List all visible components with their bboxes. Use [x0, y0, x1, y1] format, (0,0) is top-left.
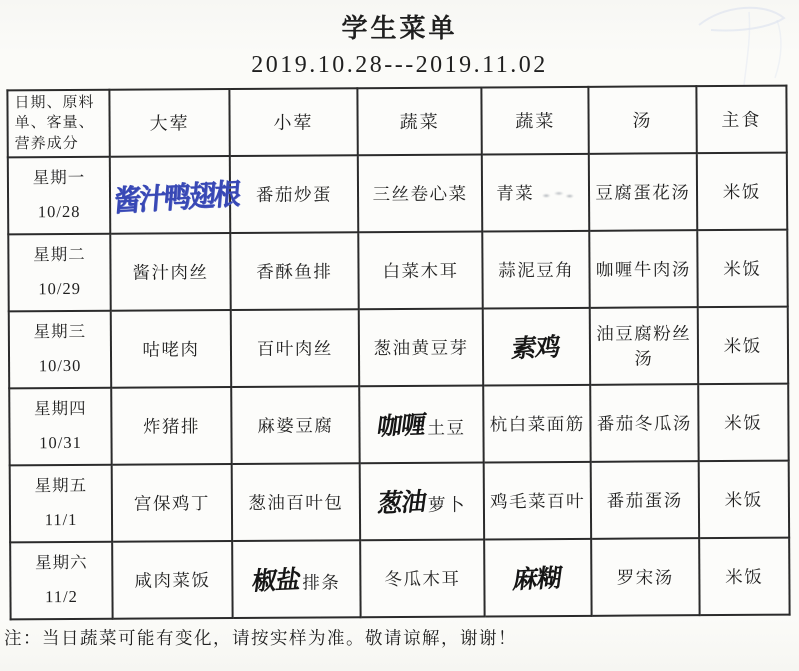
menu-cell: [358, 308, 483, 386]
menu-cell: [483, 308, 590, 386]
menu-cell: [110, 233, 230, 311]
menu-cell: [112, 541, 232, 619]
menu-cell: [482, 154, 589, 232]
column-header: 小荤: [229, 88, 357, 156]
dish-text: 番茄蛋汤: [606, 490, 683, 511]
menu-cell: [698, 460, 789, 538]
column-header: 主食: [696, 86, 787, 153]
column-header: 大荤: [109, 89, 229, 156]
dish-text: 米饭: [723, 258, 762, 279]
menu-row: [10, 537, 789, 619]
menu-row: [8, 152, 787, 234]
dish-text: 香酥鱼排: [256, 261, 333, 282]
dish-text: 萝卜: [427, 494, 467, 516]
menu-cell: [483, 231, 590, 309]
dish-text: 米饭: [724, 489, 763, 510]
handwritten-text: 麻糊: [510, 565, 563, 595]
menu-cell: [590, 384, 698, 462]
dish-text: 咕咾肉: [142, 338, 200, 360]
menu-row: [10, 460, 789, 542]
menu-cell: [591, 538, 699, 616]
menu-cell: [360, 539, 485, 617]
menu-cell: [111, 387, 231, 465]
dish-text: 葱油黄豆芽: [373, 337, 469, 358]
header-row: [7, 86, 786, 158]
menu-cell: [231, 386, 359, 464]
dish-text: 米饭: [723, 335, 762, 356]
dish-text: 葱油百叶包: [248, 492, 344, 513]
menu-cell: [484, 462, 591, 540]
menu-row: [8, 229, 787, 311]
dish-text: 咸肉菜饭: [134, 569, 211, 591]
dish-text: 蒜泥豆角: [498, 259, 575, 281]
dish-text: 罗宋汤: [616, 567, 674, 588]
handwritten-text: 葱油: [375, 489, 428, 519]
menu-table-body: [8, 152, 790, 619]
menu-cell: [697, 306, 788, 384]
dish-text: 三丝卷心菜: [372, 183, 468, 204]
day-cell: 星期二 10/29: [8, 234, 111, 312]
day-cell: 星期三 10/30: [9, 311, 112, 389]
dish-text: 百叶肉丝: [256, 338, 333, 359]
dish-text: 青菜: [496, 182, 535, 204]
menu-cell: [231, 309, 359, 387]
day-cell: 星期五 11/1: [10, 465, 113, 543]
day-cell: 星期六 11/2: [10, 542, 113, 620]
footnote: 注：当日蔬菜可能有变化，请按实样为准。敬请谅解，谢谢！: [4, 628, 517, 648]
menu-cell: [485, 539, 592, 617]
menu-cell: [232, 540, 360, 618]
menu-cell: [590, 307, 698, 385]
dish-text: 杭白菜面筋: [489, 413, 585, 435]
dish-text: 白菜木耳: [382, 260, 459, 281]
dish-text: 炸猪排: [142, 415, 201, 437]
column-header: 汤: [588, 86, 696, 153]
menu-cell: [697, 229, 788, 307]
smudge-mark: [539, 189, 575, 200]
menu-cell: [696, 152, 787, 230]
menu-cell: [699, 537, 790, 615]
menu-cell: [230, 232, 358, 310]
menu-cell: [232, 463, 360, 541]
menu-cell: [484, 385, 591, 463]
column-header: 蔬菜: [357, 87, 482, 155]
menu-row: [9, 383, 788, 465]
day-cell: 星期一 10/28: [8, 157, 111, 235]
menu-cell: [110, 156, 241, 234]
dish-text: 咖喱牛肉汤: [595, 258, 691, 280]
menu-cell: [359, 462, 484, 540]
menu-date-range: 2019.10.28---2019.11.02: [251, 52, 548, 78]
menu-table: [6, 85, 790, 621]
dish-text: 米饭: [722, 181, 761, 202]
dish-text: 番茄炒蛋: [255, 184, 332, 205]
handwritten-text: 酱汁鸭翅根: [112, 177, 241, 218]
dish-text: 酱汁肉丝: [132, 261, 209, 283]
menu-cell: [112, 464, 232, 542]
dish-text: 米饭: [724, 412, 763, 433]
menu-row: [9, 306, 788, 388]
handwritten-text: 素鸡: [509, 334, 562, 364]
menu-cell: [589, 153, 697, 231]
dish-text: 排条: [302, 572, 341, 593]
menu-cell: [111, 310, 231, 388]
dish-text: 油豆腐粉丝汤: [596, 323, 692, 369]
handwritten-text: 咖喱: [375, 412, 427, 442]
dish-text: 土豆: [427, 417, 466, 439]
menu-cell: [698, 383, 789, 461]
menu-cell: [358, 154, 483, 232]
menu-cell: [359, 385, 484, 463]
menu-table-wrap: [6, 85, 790, 621]
column-header: 蔬菜: [482, 87, 589, 154]
dish-text: 米饭: [725, 566, 764, 587]
page-title: 学生菜单: [341, 14, 458, 43]
dish-text: 宫保鸡丁: [133, 492, 210, 514]
dish-text: 番茄冬瓜汤: [596, 412, 692, 434]
dish-text: 麻婆豆腐: [257, 415, 334, 436]
dish-text: 冬瓜木耳: [384, 568, 461, 589]
menu-cell: [358, 231, 483, 309]
corner-header: 日期、原料 单、客量、 营养成分: [7, 90, 109, 157]
menu-table-header: [7, 86, 786, 158]
menu-cell: [230, 155, 358, 233]
day-cell: 星期四 10/31: [9, 388, 112, 466]
dish-text: 豆腐蛋花汤: [595, 181, 691, 203]
handwritten-text: 椒盐: [250, 566, 302, 597]
menu-cell: [591, 461, 699, 539]
dish-text: 鸡毛菜百叶: [490, 490, 586, 512]
menu-cell: [589, 230, 697, 308]
